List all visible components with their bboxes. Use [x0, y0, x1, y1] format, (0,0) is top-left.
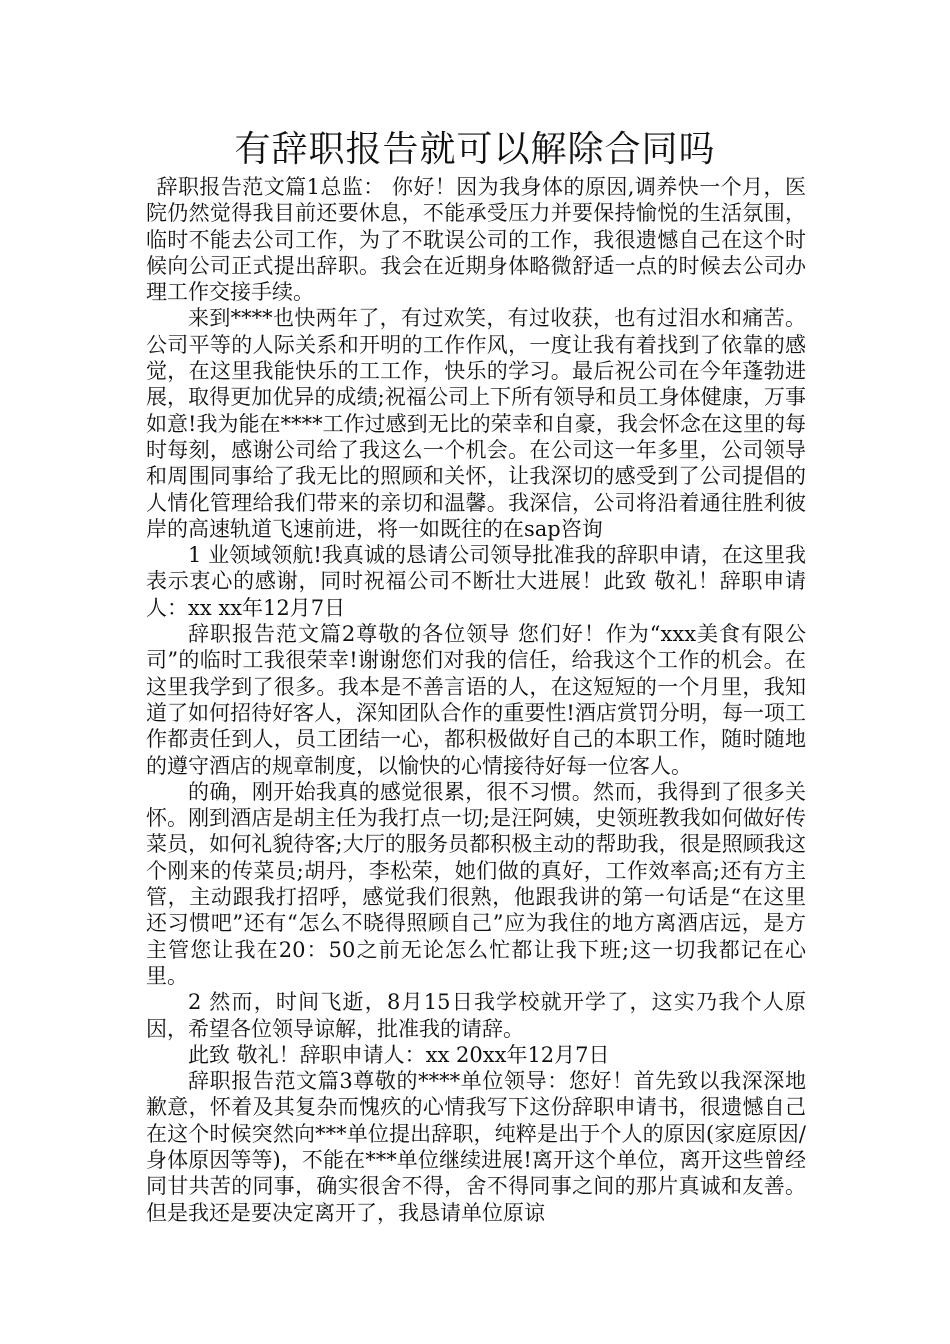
- document-title: 有辞职报告就可以解除合同吗: [234, 129, 716, 170]
- paragraph: 此致 敬礼！辞职申请人：xx 20xx年12月7日: [188, 1042, 610, 1067]
- document-body: [146, 174, 806, 1226]
- paragraph: 辞职报告范文篇3尊敬的****单位领导：您好！首先致以我深深地歉意，怀着及其复杂而愧疚的心情我写下这份辞职申请书，很遗憾自己在这个时候突然向***单位提出辞职，纯粹是出于个人的原因(家庭原因/身体原因等等)，不能在***单位继续进展!离开这个单位，离开这些曾经同甘共苦的同事，确实很舍不得，舍不得同事之间的那片真诚和友善。 但是我还是要决定离开了，我恳请单位原谅: [146, 1069, 806, 1225]
- paragraph: 辞职报告范文篇1总监： 你好！因为我身体的原因,调养快一个月，医院仍然觉得我目前还要休息，不能承受压力并要保持愉悦的生活氛围，临时不能去公司工作，为了不耽误公司的工作，我很遗憾自己在这个时候向公司正式提出辞职。我会在近期身体略微舒适一点的时候去公司办理工作交接手续。: [146, 175, 806, 305]
- paragraph: 辞职报告范文篇2尊敬的各位领导 您们好！作为“xxx美食有限公司”的临时工我很荣幸!谢谢您们对我的信任，给我这个工作的机会。在这里我学到了很多。我本是不善言语的人，在这短短的一个月里，我知道了如何招待好客人，深知团队合作的重要性!酒店赏罚分明，每一项工作都责任到人，员工团结一心，都积极做好自己的本职工作，随时随地的遵守酒店的规章制度，以愉快的心情接待好每一位客人。: [146, 622, 806, 778]
- paragraph: 2 然而，时间飞逝，8月15日我学校就开学了，这实乃我个人原因，希望各位领导谅解，批准我的请辞。: [146, 990, 806, 1041]
- paragraph: 1 业领域领航!我真诚的恳请公司领导批准我的辞职申请，在这里我表示衷心的感谢，同时祝福公司不断壮大进展！此致 敬礼！辞职申请人：xx xx年12月7日: [146, 543, 806, 620]
- paragraph: 的确，刚开始我真的感觉很累，很不习惯。然而，我得到了很多关怀。刚到酒店是胡主任为我打点一切;是汪阿姨，史领班教我如何做好传菜员，如何礼貌待客;大厅的服务员都积极主动的帮助我，很是照顾我这个刚来的传菜员;胡丹，李松荣，她们做的真好，工作效率高;还有方主管，主动跟我打招呼，感觉我们很熟，他跟我讲的第一句话是“在这里还习惯吧”还有“怎么不晓得照顾自己”应为我住的地方离酒店远，是方主管您让我在20：50之前无论怎么忙都让我下班;这一切我都记在心里。: [146, 779, 806, 988]
- paragraph: 来到****也快两年了，有过欢笑，有过收获，也有过泪水和痛苦。公司平等的人际关系和开明的工作作风，一度让我有着找到了依靠的感觉，在这里我能快乐的工工作，快乐的学习。最后祝公司在今年蓬勃进展，取得更加优异的成绩;祝福公司上下所有领导和员工身体健康，万事如意!我为能在****工作过感到无比的荣幸和自豪，我会怀念在这里的每时每刻，感谢公司给了我这么一个机会。在公司这一年多里，公司领导和周围同事给了我无比的照顾和关怀，让我深切的感受到了公司提倡的人情化管理给我们带来的亲切和温馨。我深信，公司将沿着通往胜利彼岸的高速轨道飞速前进，将一如既往的在sap咨询: [146, 306, 806, 541]
